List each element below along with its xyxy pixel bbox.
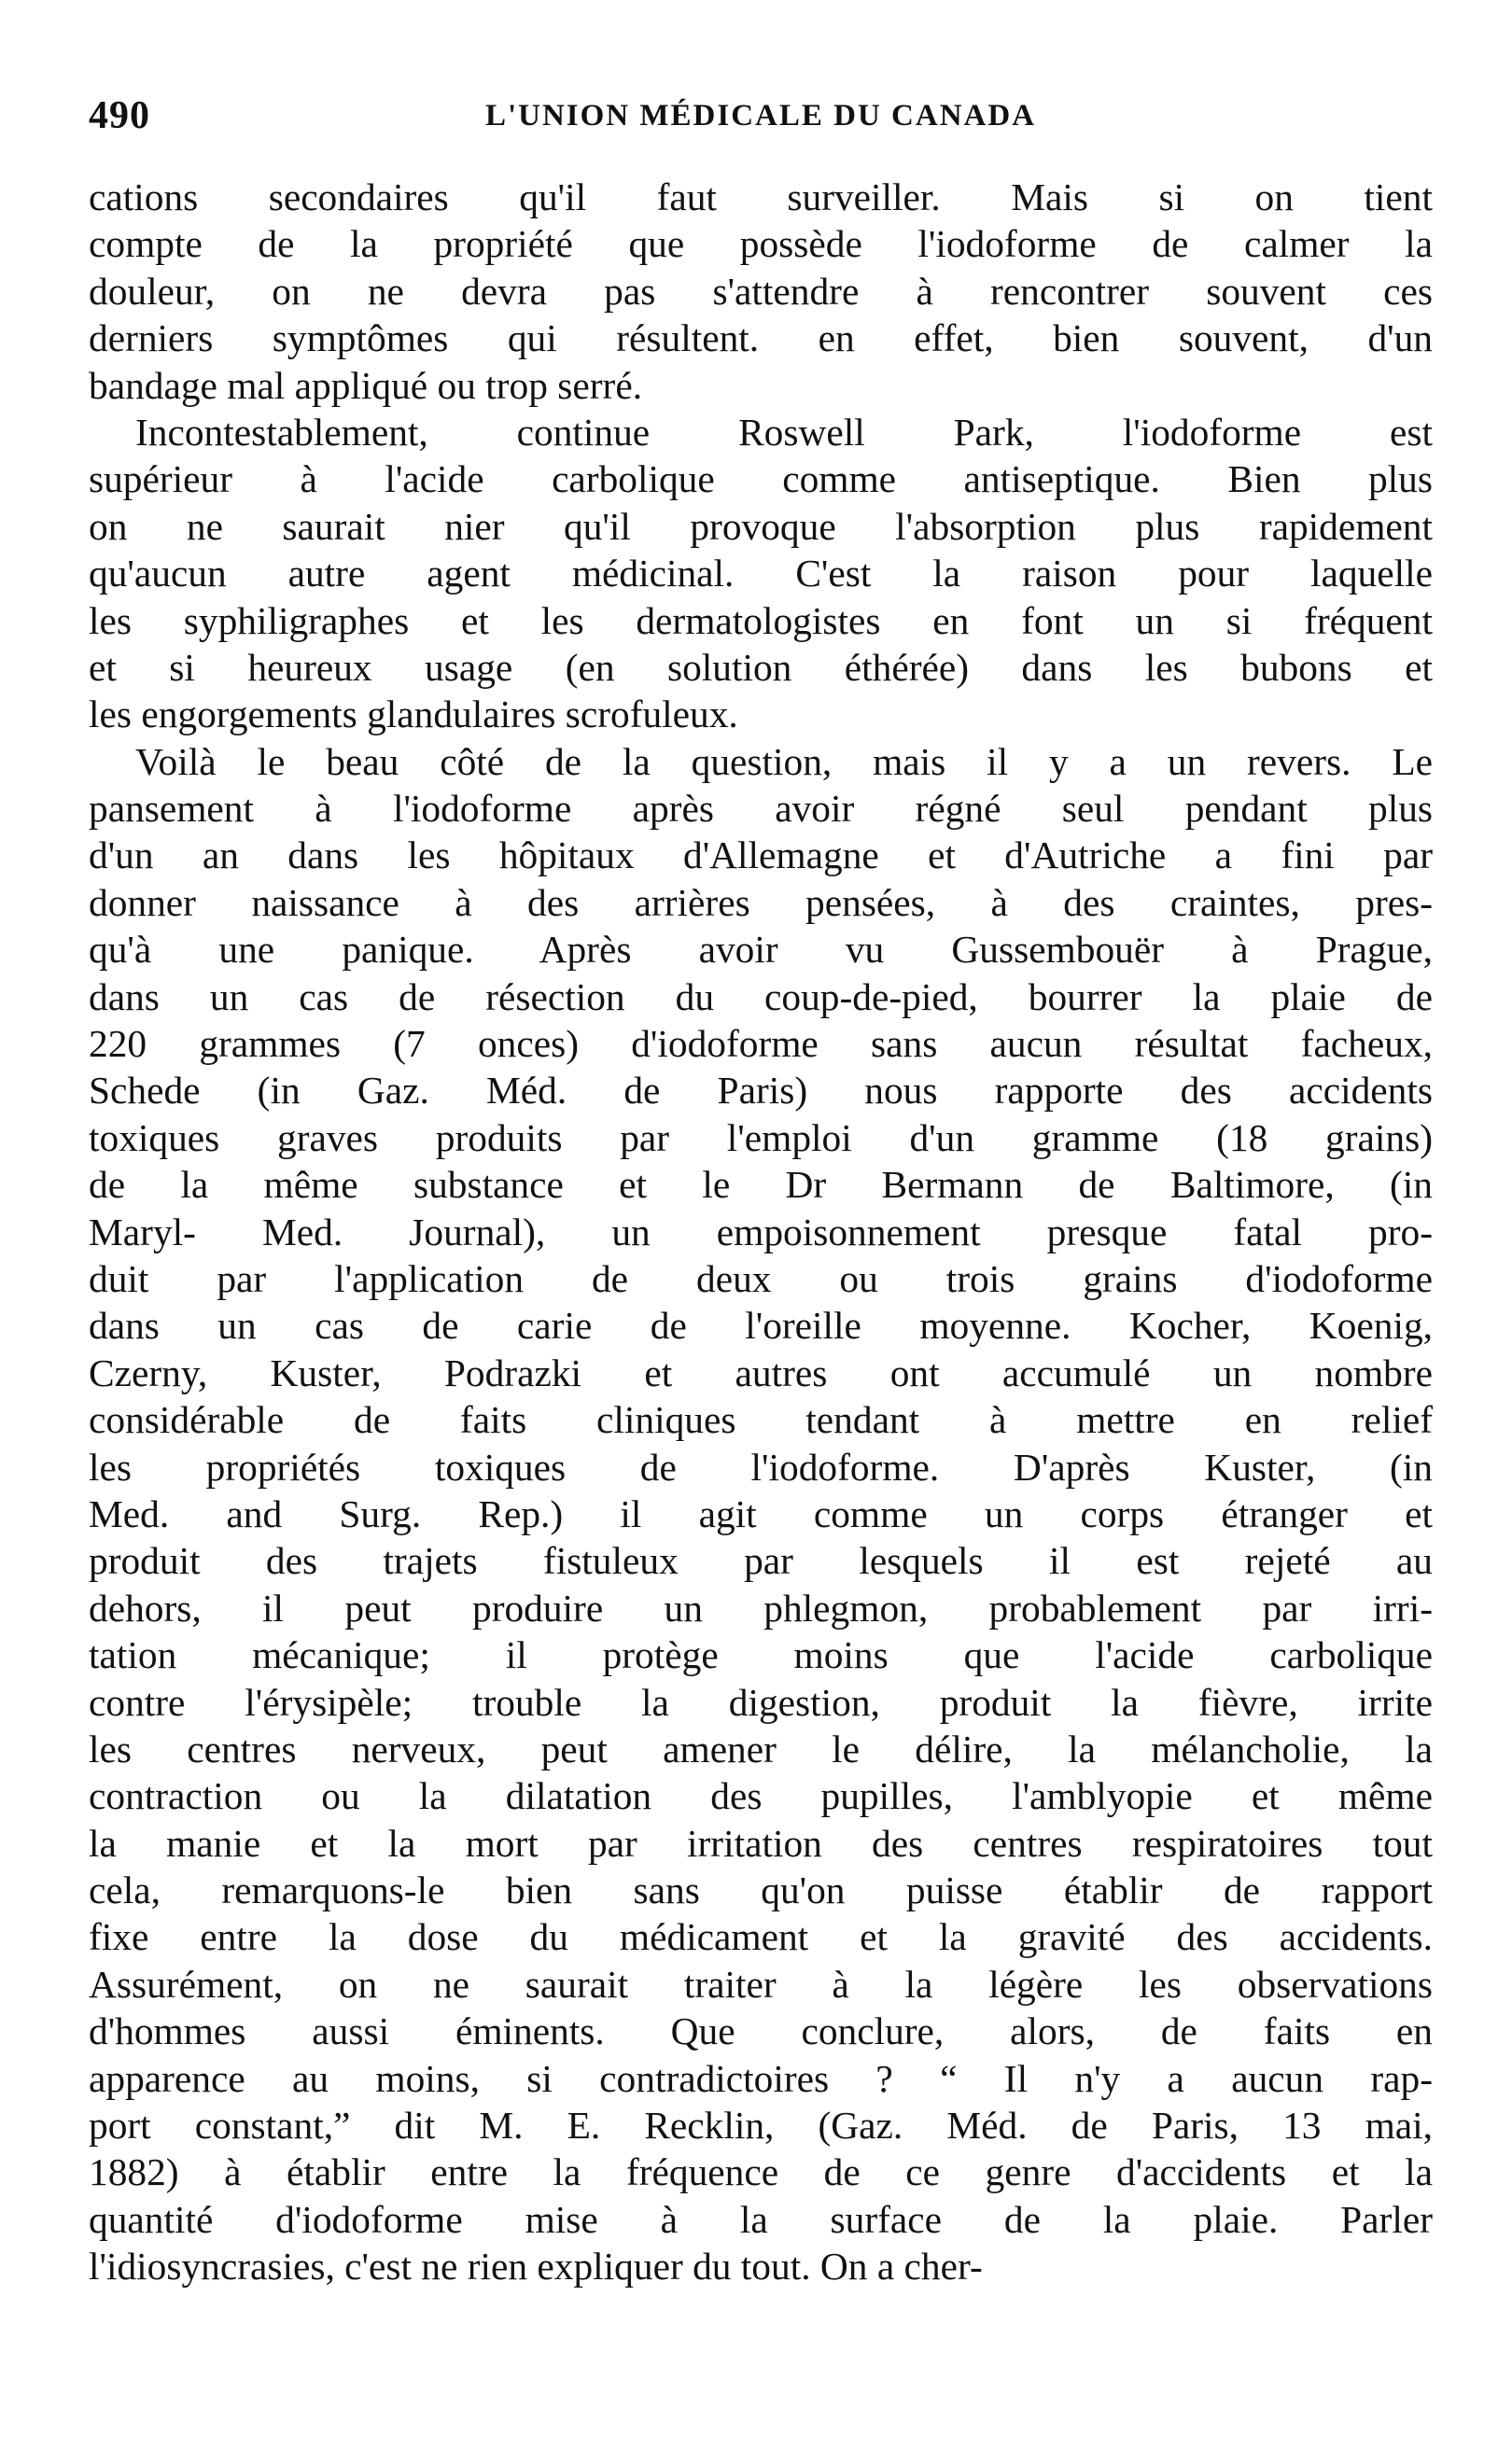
text-line: d'un an dans les hôpitaux d'Allemagne et d'Autriche a fini par [89, 833, 1433, 877]
text-line: 1882) à établir entre la fréquence de ce genre d'accidents et la [89, 2150, 1433, 2194]
running-title: L'UNION MÉDICALE DU CANADA [484, 99, 1037, 133]
text-line: on ne saurait nier qu'il provoque l'absorption plus rapidement [89, 504, 1433, 548]
paragraph [89, 174, 1433, 409]
text-line: compte de la propriété que possède l'iodoforme de calmer la [89, 222, 1433, 266]
text-line: fixe entre la dose du médicament et la gravité des accidents. [89, 1915, 1433, 1959]
text-line: la manie et la mort par irritation des centres respiratoires tout [89, 1821, 1433, 1865]
text-line: qu'à une panique. Après avoir vu Gussembouër à Prague, [89, 928, 1433, 972]
text-line: les propriétés toxiques de l'iodoforme. D'après Kuster, (in [89, 1445, 1433, 1489]
text-line: quantité d'iodoforme mise à la surface de la plaie. Parler [89, 2197, 1433, 2241]
text-line: Voilà le beau côté de la question, mais il y a un revers. Le [135, 739, 1433, 783]
text-line: dans un cas de résection du coup-de-pied, bourrer la plaie de [89, 974, 1433, 1018]
text-line: apparence au moins, si contradictoires ? “ Il n'y a aucun rap- [89, 2056, 1433, 2100]
text-line: supérieur à l'acide carbolique comme antiseptique. Bien plus [89, 457, 1433, 501]
text-line: qu'aucun autre agent médicinal. C'est la raison pour laquelle [89, 552, 1433, 595]
text-line: tation mécanique; il protège moins que l'acide carbolique [89, 1633, 1433, 1677]
text-line: et si heureux usage (en solution éthérée) dans les bubons et [89, 645, 1433, 689]
body-text [89, 174, 1433, 2290]
text-line: Maryl- Med. Journal), un empoisonnement presque fatal pro- [89, 1210, 1433, 1253]
text-line: considérable de faits cliniques tendant à mettre en relief [89, 1398, 1433, 1442]
text-line: Incontestablement, continue Roswell Park, l'iodoforme est [135, 410, 1433, 454]
text-line: d'hommes aussi éminents. Que conclure, alors, de faits en [89, 2009, 1433, 2053]
text-line: Med. and Surg. Rep.) il agit comme un corps étranger et [89, 1491, 1433, 1535]
text-line: pansement à l'iodoforme après avoir régné seul pendant plus [89, 787, 1433, 831]
page-number: 490 [89, 94, 150, 137]
text-line: les centres nerveux, peut amener le délire, la mélancholie, la [89, 1727, 1433, 1771]
text-line: donner naissance à des arrières pensées, à des craintes, pres- [89, 880, 1433, 924]
paragraph [89, 738, 1433, 2290]
text-line: produit des trajets fistuleux par lesquels il est rejeté au [89, 1539, 1433, 1583]
page-header [89, 93, 1433, 149]
text-line: Schede (in Gaz. Méd. de Paris) nous rapporte des accidents [89, 1069, 1433, 1113]
text-line: l'idiosyncrasies, c'est ne rien expliquer du tout. On a cher- [89, 2245, 983, 2289]
text-line: cela, remarquons-le bien sans qu'on puisse établir de rapport [89, 1869, 1433, 1912]
text-line: cations secondaires qu'il faut surveiller. Mais si on tient [89, 175, 1433, 218]
text-line: dehors, il peut produire un phlegmon, probablement par irri- [89, 1586, 1433, 1630]
text-line: port constant,” dit M. E. Recklin, (Gaz. Méd. de Paris, 13 mai, [89, 2104, 1433, 2148]
document-page [89, 93, 1433, 2408]
text-line: derniers symptômes qui résultent. en effet, bien souvent, d'un [89, 316, 1433, 360]
text-line: les engorgements glandulaires scrofuleux. [89, 693, 738, 736]
text-line: toxiques graves produits par l'emploi d'un gramme (18 grains) [89, 1115, 1433, 1159]
paragraph [89, 409, 1433, 738]
text-line: dans un cas de carie de l'oreille moyenne. Kocher, Koenig, [89, 1304, 1433, 1348]
text-line: douleur, on ne devra pas s'attendre à rencontrer souvent ces [89, 269, 1433, 313]
text-line: de la même substance et le Dr Bermann de Baltimore, (in [89, 1163, 1433, 1207]
text-line: contre l'érysipèle; trouble la digestion, produit la fièvre, irrite [89, 1680, 1433, 1724]
text-line: Czerny, Kuster, Podrazki et autres ont accumulé un nombre [89, 1351, 1433, 1394]
text-line: les syphiligraphes et les dermatologistes en font un si fréquent [89, 598, 1433, 642]
text-line: contraction ou la dilatation des pupilles, l'amblyopie et même [89, 1774, 1433, 1818]
text-line: bandage mal appliqué ou trop serré. [89, 363, 643, 407]
text-line: Assurément, on ne saurait traiter à la légère les observations [89, 1962, 1433, 2006]
text-line: 220 grammes (7 onces) d'iodoforme sans aucun résultat facheux, [89, 1022, 1433, 1066]
text-line: duit par l'application de deux ou trois grains d'iodoforme [89, 1256, 1433, 1300]
